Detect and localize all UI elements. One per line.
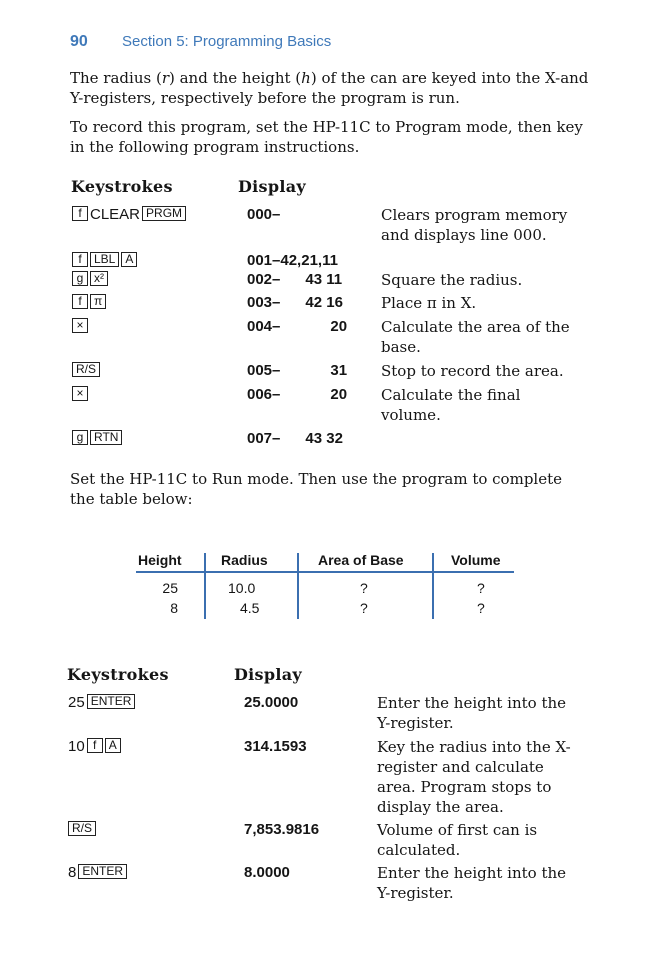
program-keystrokes (72, 361, 102, 381)
calculator-key: × (72, 318, 88, 333)
execution-description: Key the radius into the X-register and calculate area. Program stops to display the area. (377, 738, 571, 816)
table-cell: ? (477, 580, 485, 596)
program-display: 002– 43 11 (247, 271, 343, 288)
table-column-divider (297, 553, 299, 619)
execution-display-header: Display (234, 665, 302, 684)
program-keystrokes (72, 251, 139, 271)
program-description: Calculate the area of the base. (381, 318, 570, 356)
keystroke-prefix: 25 (68, 694, 85, 711)
execution-keystrokes (68, 693, 137, 713)
execution-keystrokes (68, 737, 123, 757)
calculator-key: g (72, 430, 88, 445)
calculator-key: g (72, 271, 88, 286)
calculator-key: f (72, 294, 88, 309)
calculator-key: A (105, 738, 121, 753)
execution-keystrokes-header: Keystrokes (67, 665, 169, 684)
program-display: 005– 31 (247, 362, 348, 379)
calculator-key: x² (90, 271, 108, 286)
calculator-key: f (72, 252, 88, 267)
section-title: Section 5: Programming Basics (122, 33, 332, 50)
calculator-key: ENTER (87, 694, 136, 709)
keystroke-label: CLEAR (90, 206, 141, 223)
program-keystrokes (72, 385, 90, 405)
calculator-key: R/S (68, 821, 96, 836)
calculator-key: LBL (90, 252, 119, 267)
keystroke-prefix: 8 (68, 864, 77, 881)
page-number: 90 (70, 33, 88, 50)
table-header-height: Height (138, 552, 182, 568)
calculator-key: × (72, 386, 88, 401)
table-header-rule (136, 571, 514, 573)
program-display: 007– 43 32 (247, 430, 343, 447)
program-keystrokes (72, 205, 188, 225)
program-description: Calculate the final volume. (381, 386, 521, 424)
calculator-key: π (90, 294, 106, 309)
program-description: Place π in X. (381, 294, 477, 312)
execution-keystrokes (68, 863, 129, 883)
program-description: Square the radius. (381, 271, 523, 289)
program-display: 001–42,21,11 (247, 252, 338, 269)
program-display: 004– 20 (247, 318, 348, 335)
table-cell: 25 (162, 580, 178, 596)
calculator-key: RTN (90, 430, 122, 445)
table-header-radius: Radius (221, 552, 268, 568)
table-cell: ? (360, 600, 368, 616)
table-cell: ? (477, 600, 485, 616)
execution-display: 8.0000 (244, 864, 290, 881)
calculator-key: PRGM (142, 206, 186, 221)
execution-description: Enter the height into the Y-register. (377, 694, 567, 732)
program-display: 003– 42 16 (247, 294, 343, 311)
execution-description: Volume of first can is calculated. (377, 821, 538, 859)
program-keystrokes (72, 293, 108, 313)
table-cell: ? (360, 580, 368, 596)
table-header-volume: Volume (451, 552, 501, 568)
program-keystrokes (72, 270, 110, 290)
program-description: Stop to record the area. (381, 362, 564, 380)
program-display: 006– 20 (247, 386, 348, 403)
program-description: Clears program memory and displays line 000. (381, 206, 568, 244)
table-header-area: Area of Base (318, 552, 404, 568)
run-mode-paragraph: Set the HP-11C to Run mode. Then use the program to complete the table below: (70, 470, 562, 508)
calculator-key: ENTER (78, 864, 127, 879)
calculator-key: R/S (72, 362, 100, 377)
execution-display: 314.1593 (244, 738, 307, 755)
keystroke-prefix: 10 (68, 738, 85, 755)
program-keystrokes (72, 317, 90, 337)
execution-display: 7,853.9816 (244, 821, 320, 838)
table-cell: 8 (170, 600, 178, 616)
calculator-key: A (121, 252, 137, 267)
program-display: 000– (247, 206, 281, 223)
program-keystrokes-header: Keystrokes (71, 177, 173, 196)
table-column-divider (204, 553, 206, 619)
execution-display: 25.0000 (244, 694, 299, 711)
intro-paragraph-1: The radius (r) and the height (h) of the can are keyed into the X-and Y-registers, respectively before the program is run. (70, 69, 589, 107)
execution-description: Enter the height into the Y-register. (377, 864, 567, 902)
intro-paragraph-2: To record this program, set the HP-11C to Program mode, then key in the following program instructions. (70, 118, 583, 156)
table-column-divider (432, 553, 434, 619)
table-cell: 10.0 (228, 580, 256, 596)
program-display-header: Display (238, 177, 306, 196)
table-cell: 4.5 (240, 600, 260, 616)
calculator-key: f (87, 738, 103, 753)
program-keystrokes (72, 429, 124, 449)
calculator-key: f (72, 206, 88, 221)
execution-keystrokes (68, 820, 98, 840)
